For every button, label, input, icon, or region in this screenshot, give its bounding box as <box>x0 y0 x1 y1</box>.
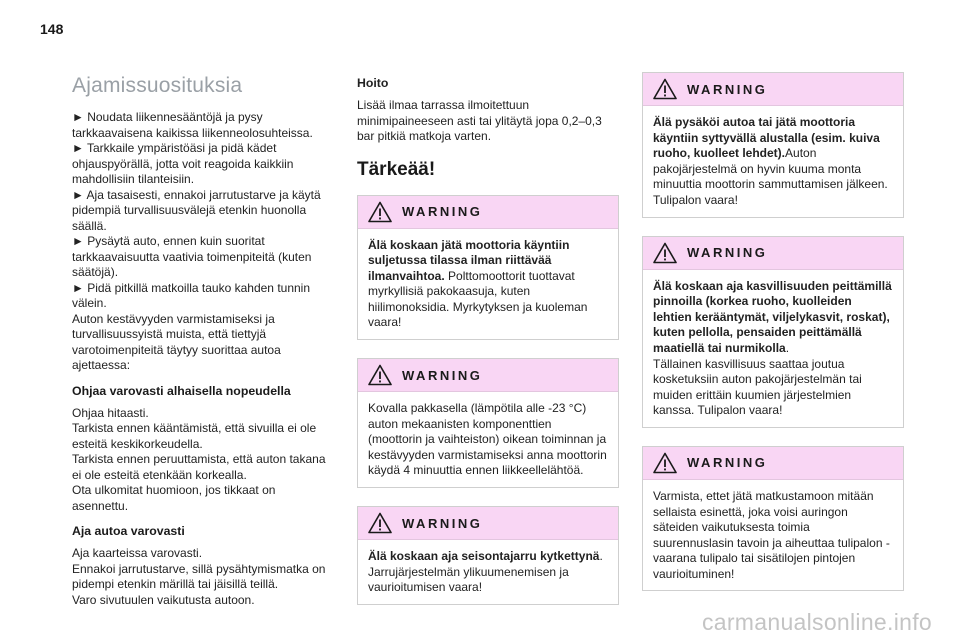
warning-plain-text: . Jarrujärjestelmän ylikuumenemisen ja vaurioitumisen vaara! <box>368 549 603 595</box>
drive-carefully-text: Aja kaarteissa varovasti. Ennakoi jarrutustarve, sillä pysähtymismatka on pidempi etenkin märillä tai jäisillä teillä. Varo sivutuulen vaikutusta autoon. <box>72 546 326 607</box>
warning-text: Kovalla pakkasella (lämpötila alle -23 °C) auton mekaanisten komponenttien (moottorin ja vaihteiston) oikean toiminnan ja kestävyyden varmistamiseksi anna moottorin käydä 4 minuuttia ennen liikkeellelähtöä. <box>368 401 607 478</box>
warning-header <box>358 196 618 229</box>
warning-title: WARNING <box>687 455 768 471</box>
section-title: Ajamissuosituksia <box>72 74 243 97</box>
watermark: carmanualsonline.info <box>701 609 932 635</box>
warning-header <box>643 237 903 270</box>
warning-text <box>358 229 618 340</box>
warning-header <box>643 73 903 106</box>
warning-text: Varmista, ettet jätä matkustamoon mitään sellaista esinettä, joka voisi auringon säteiden vaikutuksesta toimia suurennuslasin tavoin ja aiheuttaa tulipalon - vaarana tulipalo tai sisätilojen pintojen vaurioituminen! <box>653 488 890 581</box>
warning-triangle-icon <box>368 364 392 386</box>
header-bar <box>0 0 960 56</box>
warning-header <box>358 507 618 540</box>
warning-header <box>643 447 903 480</box>
warning-bold-text: Älä koskaan jätä moottoria käyntiin suljetussa tilassa ilman riittävää ilmanvaihtoa. <box>368 237 570 283</box>
subheading-drive-carefully: Aja autoa varovasti <box>72 524 185 538</box>
warning-box <box>642 236 904 428</box>
column-left <box>72 70 334 608</box>
warning-plain-text: . Tällainen kasvillisuus saattaa joutua kosketuksiin auton pakojärjestelmän tai muiden erittäin kuumien järjestelmien kanssa. Tulipalon vaara! <box>653 340 862 418</box>
warning-title: WARNING <box>402 367 483 383</box>
warning-text <box>643 270 903 427</box>
warning-bold-text: Älä koskaan aja seisontajarru kytkettynä <box>368 549 600 564</box>
warning-text <box>358 540 618 604</box>
warning-bold-text: Älä koskaan aja kasvillisuuden peittämillä pinnoilla (korkea ruoho, kuolleiden lehtien kerääntymät, viljelykasvit, roskat), kuten pellolla, pensaiden peittämällä maatiellä tai nurmikolla <box>653 278 892 355</box>
warning-title: WARNING <box>402 204 483 219</box>
warning-triangle-icon <box>368 201 392 223</box>
warning-box <box>642 446 904 592</box>
warning-triangle-icon <box>653 78 677 100</box>
warning-plain-text: Polttomoottorit tuottavat myrkyllisiä pakokaasuja, kuten hiilimonoksidia. Myrkytyksen ja kuoleman vaara! <box>368 268 588 330</box>
warning-triangle-icon <box>653 242 677 264</box>
page-number: 148 <box>40 21 64 37</box>
warning-text <box>643 106 903 217</box>
intro-text: ► Noudata liikennesääntöjä ja pysy tarkkaavaisena kaikissa liikenneolosuhteissa. ► Tarkkaile ympäristöäsi ja pidä kädet ohjauspyörällä, jotta voit reagoida kaikkiin mahdollisiin tilanteisiin. ► Aja tasaisesti, ennakoi jarrutustarve ja käytä pidempiä turvallisuusvälejä etenkin huonolla säällä. ► Pysäytä auto, ennen kuin suoritat tarkkaavaisuutta vaativia toimenpiteitä (kuten säätöjä). ► Pidä pitkillä matkoilla tauko kahden tunnin välein. Auton kestävyyden varmistamiseksi ja turvallisuussyistä muista, että tiettyjä varotoimenpiteitä täytyy suorittaa autoa ajettaessa: <box>72 110 321 372</box>
warning-header <box>358 359 618 392</box>
warning-title: WARNING <box>687 81 768 97</box>
important-heading: Tärkeää! <box>357 158 436 180</box>
warning-box <box>357 358 619 488</box>
warning-triangle-icon <box>368 512 392 534</box>
warning-bold-text: Älä pysäköi autoa tai jätä moottoria käyntiin syttyvällä alustalla (esim. kuiva ruoho, kuolleet lehdet). <box>653 115 880 161</box>
subheading-low-speed: Ohjaa varovasti alhaisella nopeudella <box>72 383 291 398</box>
column-right <box>642 72 904 609</box>
warning-box <box>357 506 619 605</box>
low-speed-text: Ohjaa hitaasti. Tarkista ennen kääntämistä, että sivuilla ei ole esteitä keskikorkeudella. Tarkista ennen peruuttamista, että auton takana ei ole esteitä etenkään korkealla. Ota ulkomitat huomioon, jos tikkaat on asennettu. <box>72 405 326 513</box>
maintenance-text: Lisää ilmaa tarrassa ilmoitettuun minimipaineeseen asti tai ylitäytä jopa 0,2–0,3 bar pitkiä matkoja varten. <box>357 98 602 143</box>
warning-plain-text: Auton pakojärjestelmä on hyvin kuuma monta minuuttia moottorin sammuttamisen jälkeen. Tulipalon vaara! <box>653 146 888 207</box>
subheading-maintenance: Hoito <box>357 76 389 90</box>
warning-title: WARNING <box>402 515 483 531</box>
warning-box <box>357 195 619 341</box>
warning-box <box>642 72 904 218</box>
warning-triangle-icon <box>653 452 677 474</box>
column-middle <box>357 70 619 623</box>
warning-title: WARNING <box>687 245 768 261</box>
